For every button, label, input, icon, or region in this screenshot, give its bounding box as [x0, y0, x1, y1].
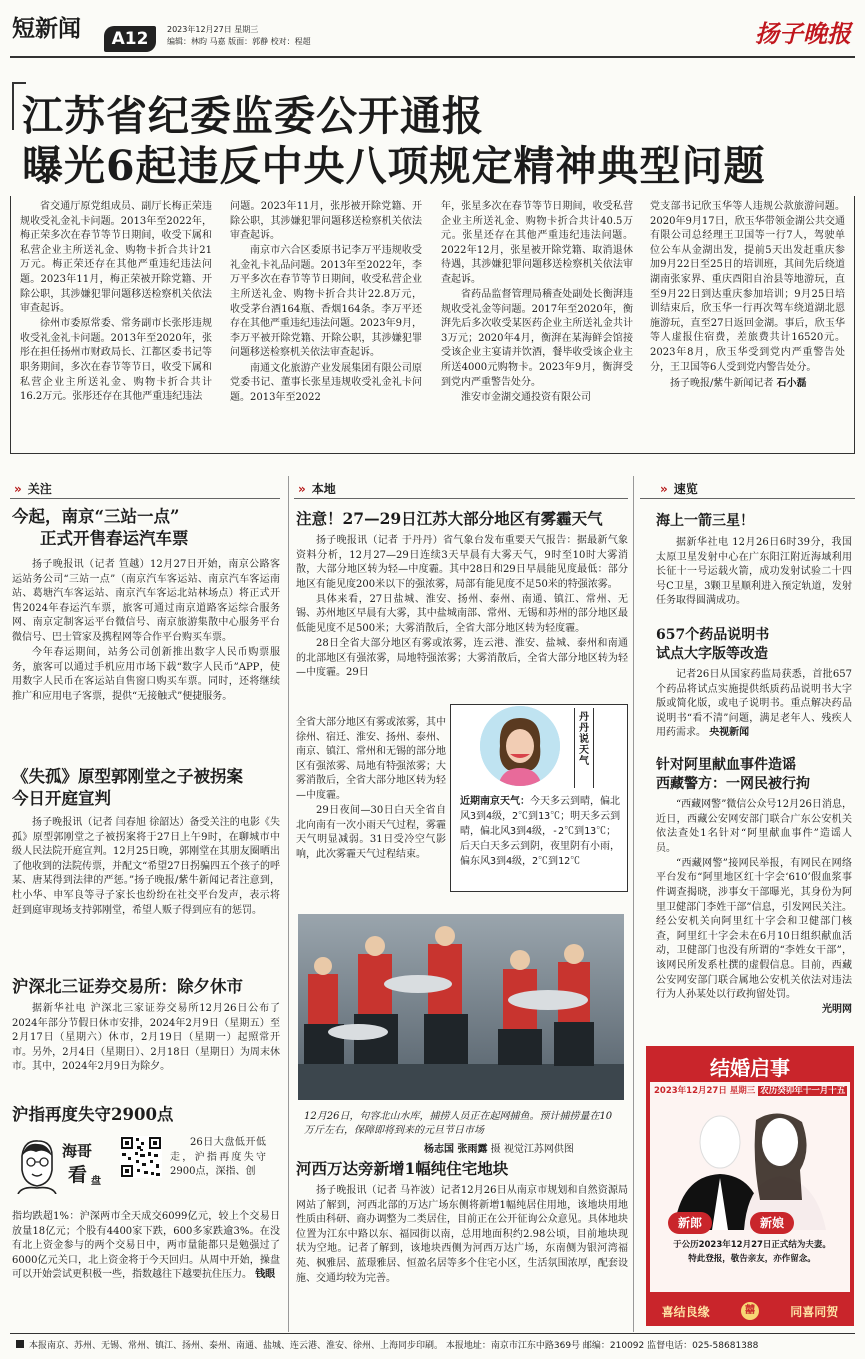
- article-title: 河西万达旁新增1幅纯住宅地块: [296, 1159, 509, 1178]
- article-title: 今日开庭宣判: [12, 789, 111, 808]
- photo-credit: 杨志国 张雨露 摄 视觉江苏网供图: [424, 1144, 574, 1155]
- weather-presenter-photo: [480, 706, 560, 786]
- article-title: 正式开售春运汽车票: [40, 529, 189, 548]
- wedding-motto-right: 同喜同贺: [790, 1304, 839, 1319]
- forecast-text: 今天多云到晴，偏北风3到4级，2℃到13℃；明天多云到晴，偏北风3到4级，-2℃到13℃；后天白天多云到阴，夜里阴有小雨，偏东风3到4级，2℃到12℃: [460, 796, 621, 867]
- footer: 本报南京、苏州、无锡、常州、镇江、扬州、泰州、南通、盐城、连云港、淮安、徐州、上海同步印刷。 本报地址：南京市江东中路369号 邮编：210092 监督电话：025-58681388: [16, 1338, 758, 1351]
- main-paragraph: 年，张星多次在春节等节日期间，收受私营企业主所送礼金、购物卡折合共计40.5万元。张星还存在其他严重违纪违法问题。2022年12月，张星被开除党籍、取消退休待遇，其涉嫌犯罪问题移送检察机关依法审查起诉。: [441, 201, 633, 285]
- article-paragraph: “西藏网警”微信公众号12月26日消息，近日，西藏公安网安部门联合广东公安机关依法查处1名针对“阿里献血事件”造谣人员。: [656, 799, 852, 854]
- main-paragraph: 省交通厅原党组成员、副厅长梅正荣违规收受礼金礼卡问题。2013年至2022年，梅正荣多次在春节等节日期间，收受下属和私营企业主所送礼金、购物卡折合共计21万元。梅正荣还存在其他严重违纪违法问题。2023年11月，梅正荣被开除党籍、开除公职，其涉嫌犯罪问题移送检察机关依法审查起诉。: [20, 201, 212, 315]
- article-title: 海上一箭三星！: [656, 513, 754, 529]
- photo-credit-names: 杨志国 张雨露: [424, 1144, 488, 1155]
- article-paragraph: 扬子晚报讯（记者 闫春旭 徐韶达）备受关注的电影《失孤》原型郭刚堂之子被拐案将于27日上午9时，在聊城市中级人民法院开庭宣判。12月25日晚，郭刚堂在其朋友圈晒出了他收到的法院传票，并配文“希望27日拐骗四五个孩子的呼某、唐某得到法律的严惩。”扬子晚报/紫牛新闻记者注意到，杜小华、申军良等寻子家长也纷纷在社交平台发声，表示将赶到庭审现场支持郭刚堂，希望人贩子得到应有的惩罚。: [12, 817, 280, 916]
- article-paragraph: 全省大部分地区有雾或浓雾，其中徐州、宿迁、淮安、扬州、泰州、南京、镇江、常州和无锡的部分地区有强浓雾、局地有特强浓雾；大雾消散后，全省大部分地区转为轻—中度霾。: [296, 717, 446, 801]
- page-meta: [167, 24, 311, 48]
- article-tibet-police: [656, 756, 852, 1018]
- article-title: 657个药品说明书: [656, 627, 770, 643]
- wedding-thanks-line: 特此登报，敬告亲友，亦作留念。: [688, 1254, 816, 1264]
- chevron-right-icon: »: [14, 482, 22, 496]
- main-paragraph: 徐州市委原常委、常务副市长张彤违规收受礼金礼卡问题。2013年至2020年，张彤在担任扬州市财政局长、江都区委书记等职务期间，多次在春节等节日，收受下属和私营企业主所送礼金、购物卡折合共计16.2万元。张彤还存在其他严重违纪违法: [20, 318, 212, 403]
- section-rule: [640, 498, 855, 499]
- chevron-right-icon: »: [660, 482, 668, 496]
- article-stock-index: [12, 1104, 280, 1126]
- fishing-scene-icon: [298, 914, 624, 1100]
- article-paragraph: 指均跌超1%：沪深两市全天成交6099亿元，较上个交易日放量18亿元；个股有4400家下跌，600多家跌逾3%。在没有北上资金参与的两个交易日中，两市量能都只是勉强过了6000亿元关口，北上资金将于今天回归。从周中开始，操盘可以开始尝试更积极一些，指数越往下越要抗住压力。 钱眼: [12, 1211, 280, 1281]
- main-headline-line1: 江苏省纪委监委公开通报: [22, 92, 484, 140]
- footer-rule: [10, 1333, 855, 1334]
- main-paragraph: 南京市六合区委原书记李万平违规收受礼金礼卡礼品问题。2013年至2022年，李万平多次在春节等节日期间，收受私营企业主所送礼金、购物卡折合共计22.8万元，收受茅台酒164瓶、香烟164条。李万平还存在其他严重违纪违法问题。2023年9月，李万平被开除党籍、开除公职，其涉嫌犯罪问题移送检察机关依法审查起诉。: [230, 245, 422, 359]
- columnist-face-icon: [14, 1136, 60, 1194]
- article-title: 针对阿里献血事件造谣: [656, 757, 796, 773]
- article-hexi-land: [296, 1158, 628, 1287]
- article-title: 西藏警方：一网民被行拘: [656, 776, 810, 792]
- main-paragraph: 问题。2023年11月，张彤被开除党籍、开除公职，其涉嫌犯罪问题移送检察机关依法审查起诉。: [230, 201, 422, 242]
- weather-column-tag: 丹丹说天气: [574, 708, 594, 788]
- main-column-1: [20, 200, 212, 405]
- article-title: 今起，南京“三站一点”: [12, 507, 180, 526]
- chevron-right-icon: »: [298, 482, 306, 496]
- column-divider: [288, 476, 289, 1332]
- haige-label-2: 看: [68, 1164, 88, 1186]
- stock-author: 钱眼: [255, 1269, 276, 1281]
- haige-label-3: 盘: [91, 1176, 101, 1187]
- main-paragraph: 党支部书记欣玉华等人违规公款旅游问题。2020年9月17日，欣玉华带领金湖公共交通有限公司总经理王卫国等一行7人，驾驶单位公车从金湖出发，提前5天出发赶重庆参加9月22日至25日的培训班，其间先后绕道湖南张家界、重庆酉阳自治县等地游玩，直至9月22日到达重庆参加培训；9月25日培训结束后，欣玉华一行再次驾车绕道湖北恩施游玩，直至27日返回金湖。事后，欣玉华等人虚报住宿费，差旅费共计16520元。2023年8月，欣玉华受到党内严重警告处分，王卫国等6人受到党内警告处分。: [650, 201, 845, 373]
- section-header-quick: » 速览: [660, 482, 698, 496]
- wedding-date: 2023年12月27日 星期三 农历癸卯年十一月十五: [654, 1086, 846, 1096]
- section-header-focus: » 关注: [14, 482, 52, 496]
- article-title: 注意！27—29日江苏大部分地区有雾霾天气: [296, 509, 603, 528]
- article-fog: [296, 508, 628, 681]
- forecast-label: 近期南京天气：: [460, 796, 530, 807]
- article-title: 《失孤》原型郭刚堂之子被拐案: [12, 767, 243, 786]
- presenter-portrait-icon: [480, 706, 560, 786]
- section-header-local: » 本地: [298, 482, 336, 496]
- main-paragraph: 淮安市金湖交通投资有限公司: [461, 391, 591, 403]
- article-source: 光明网: [822, 1004, 852, 1016]
- main-byline: [650, 377, 845, 392]
- section-rule: [10, 498, 280, 499]
- double-happiness-icon: 囍: [741, 1302, 759, 1320]
- wedding-notice-line: 于公历2023年12月27日正式结为夫妻。: [673, 1240, 831, 1250]
- article-paragraph: 29日夜间—30日白天全省自北向南有一次小雨天气过程，雾霾天气明显减弱。31日受冷空气影响，此次雾霾天气过程结束。: [296, 805, 446, 860]
- article-paragraph: “西藏网警”接网民举报，有网民在网络平台发布“阿里地区红十字会‘610’假血浆事件调查揭晓，涉事女干部曝光，其身份为阿里卫健部门李姓干部”信息，引发网民关注。经公安机关向阿里红十字会和卫健部门核查，阿里红十字会未在6月10日组织献血活动，卫健部门也没有所谓的“李姓女干部”，该网民所发系杜撰的虚假信息。目前，西藏公安网安部门联合属地公安机关依法对违法行为人孙某处以行政拘留处罚。: [656, 857, 852, 1001]
- article-exchange-holiday: [12, 976, 280, 1075]
- byline-org: 扬子晚报/紫牛新闻记者: [670, 378, 774, 390]
- article-fog-wrap: [296, 716, 446, 863]
- main-column-2: [230, 200, 422, 406]
- article-title: 试点大字版等改造: [656, 646, 768, 662]
- article-paragraph: 28日全省大部分地区有雾或浓雾，连云港、淮安、盐城、泰州和南通的北部地区有强浓雾，局地特强浓雾；大雾消散后，全省大部分地区转为轻—中度霾。29日: [296, 638, 628, 679]
- column-divider: [633, 476, 634, 1332]
- main-column-3: [441, 200, 633, 406]
- stock-side-text: 26日大盘低开低走，沪指再度失守2900点，深指、创: [170, 1137, 266, 1178]
- editors-line: 编辑：林昀 马嘉 版面：郭静 校对：程超: [167, 37, 311, 46]
- wedding-couple-photo: [660, 1100, 840, 1230]
- article-paragraph: 扬子晚报讯（记者 笪越）12月27日开始，南京公路客运站务公司“三站一点”（南京汽车客运站、南京汽车客运南站、葛塘汽车客运站、南京汽车客运北站林场点）将正式开售2024年春运汽车票，旅客可通过南京道路客运综合服务网、南京定制客运平台微信号、南京旅游集散中心服务平台微信号、巴士管家及携程网等合作平台购买车票。: [12, 559, 280, 643]
- article-paragraph: 据新华社电 12月26日6时39分，我国太原卫星发射中心在广东阳江附近海域利用长征十一号运载火箭，成功发射试验二十四号C卫星，3颗卫星顺利进入预定轨道，发射任务取得圆满成功。: [656, 537, 852, 607]
- article-paragraph: 扬子晚报讯（记者 于丹丹）省气象台发布重要天气报告：据最新气象资料分析，12月27—29日连续3天早晨有大雾天气，9时至10时大雾消散，大部分地区转为轻—中度霾。其中28日和29日早晨能见度最低：部分地区有能见度200米以下的强浓雾，局部有能见度不足50米的特强浓雾。: [296, 535, 628, 590]
- article-rocket: [656, 510, 852, 609]
- issue-date: 2023年12月27日 星期三: [167, 25, 259, 34]
- wedding-title: 结婚启事: [710, 1056, 790, 1080]
- couple-portrait-icon: [660, 1100, 840, 1230]
- main-paragraph: 南通文化旅游产业发展集团有限公司原党委书记、董事长张星违规收受礼金礼卡问题。2013年至2022: [230, 362, 422, 403]
- header-rule: [10, 56, 855, 58]
- photo-caption: 12月26日，句容北山水库，捕捞人员正在起网捕鱼。预计捕捞量在10万斤左右，保障即将到来的元旦节日市场: [304, 1111, 613, 1136]
- newspaper-logo: 扬子晚报: [755, 19, 851, 48]
- article-title: 沪指再度失守2900点: [12, 1105, 174, 1124]
- byline-reporter: 石小磊: [776, 378, 807, 390]
- article-source: 央视新闻: [709, 727, 750, 739]
- haige-label-1: 海哥: [62, 1142, 93, 1160]
- groom-label: 新郎: [668, 1212, 712, 1234]
- article-paragraph: 具体来看，27日盐城、淮安、扬州、泰州、南通、镇江、常州、无锡、苏州地区早晨有大雾，其中盐城南部、常州、无锡和苏州的部分地区最低能见度不足500米；大雾消散后，全省大部分地区转为轻度霾。: [296, 593, 628, 635]
- article-paragraph: 据新华社电 沪深北三家证券交易所12月26日公布了2024年部分节假日休市安排，2024年2月9日（星期五）至2月17日（星期六）休市，2月19日（星期一）起照常开市。另外，2月4日（星期日）、2月18日（星期日）为周末休市。其中，2024年2月9日为除夕。: [12, 1003, 280, 1073]
- qr-code[interactable]: [120, 1136, 162, 1178]
- article-paragraph: 记者26日从国家药监局获悉，首批657个药品将试点实施提供纸质药品说明书大字版或简化版，或电子说明书。重点解决药品说明书“看不清”问题，满足老年人、残疾人用药需求。 央视新闻: [656, 669, 852, 739]
- footer-square-icon: [16, 1340, 24, 1348]
- wedding-text: [654, 1238, 850, 1266]
- main-headline-line2: 曝光6起违反中央八项规定精神典型问题: [22, 142, 766, 190]
- main-column-4: [650, 200, 845, 392]
- page-number: A12: [104, 26, 156, 52]
- section-name: 短新闻: [12, 16, 81, 42]
- article-paragraph: 扬子晚报讯（记者 马祚波）记者12月26日从南京市规划和自然资源局网站了解到，河西北部的万达广场东侧将新增1幅纯居住用地，该地块用地性质由科研、商办调整为二类居住，目前正在公开征询公众意见。具体地块位置为江东中路以东、福园街以南，总用地面积约2.98公顷，目前地块现状为空地。记者了解到，该地块西侧为河西万达广场，东南侧为银河湾福苑、枫雅居、蓝璟雅居、恒盈名居等多个住宅小区，生活氛围浓厚，配套设施、交通均较为完善。: [296, 1185, 628, 1284]
- article-drug-manual: [656, 626, 852, 741]
- main-paragraph: 省药品监督管理局稽查处副处长衡湃违规收受礼金等问题。2017年至2020年，衡湃先后多次收受某医药企业主所送礼金共计3万元；2020年4月，衡湃在某海鲜会馆接受该企业主宴请并饮酒，餐毕收受该企业主所送4000元购物卡。2023年9月，衡湃受到党内严重警告处分。: [441, 289, 633, 388]
- article-shigu: [12, 766, 280, 919]
- article-paragraph: 今年春运期间，站务公司创新推出数字人民币购票服务，旅客可以通过手机应用市场下载“数字人民币”APP，使用数字人民币在客运站自售窗口购买车票。同时，还将继续推广和应用电子客票，提供“无接触式”便捷服务。: [12, 647, 280, 702]
- article-spring-ticket: [12, 506, 280, 705]
- stock-body: [12, 1210, 280, 1283]
- wedding-motto-left: 喜结良缘: [661, 1304, 710, 1319]
- section-rule: [294, 498, 628, 499]
- qr-code-icon: [120, 1136, 162, 1178]
- wedding-footer: [646, 1296, 854, 1326]
- columnist-cartoon: [14, 1136, 60, 1194]
- bride-label: 新娘: [750, 1212, 794, 1234]
- article-title: 沪深北三证券交易所：除夕休市: [12, 977, 243, 996]
- weather-forecast: [460, 794, 622, 869]
- fishing-photo: [298, 914, 624, 1100]
